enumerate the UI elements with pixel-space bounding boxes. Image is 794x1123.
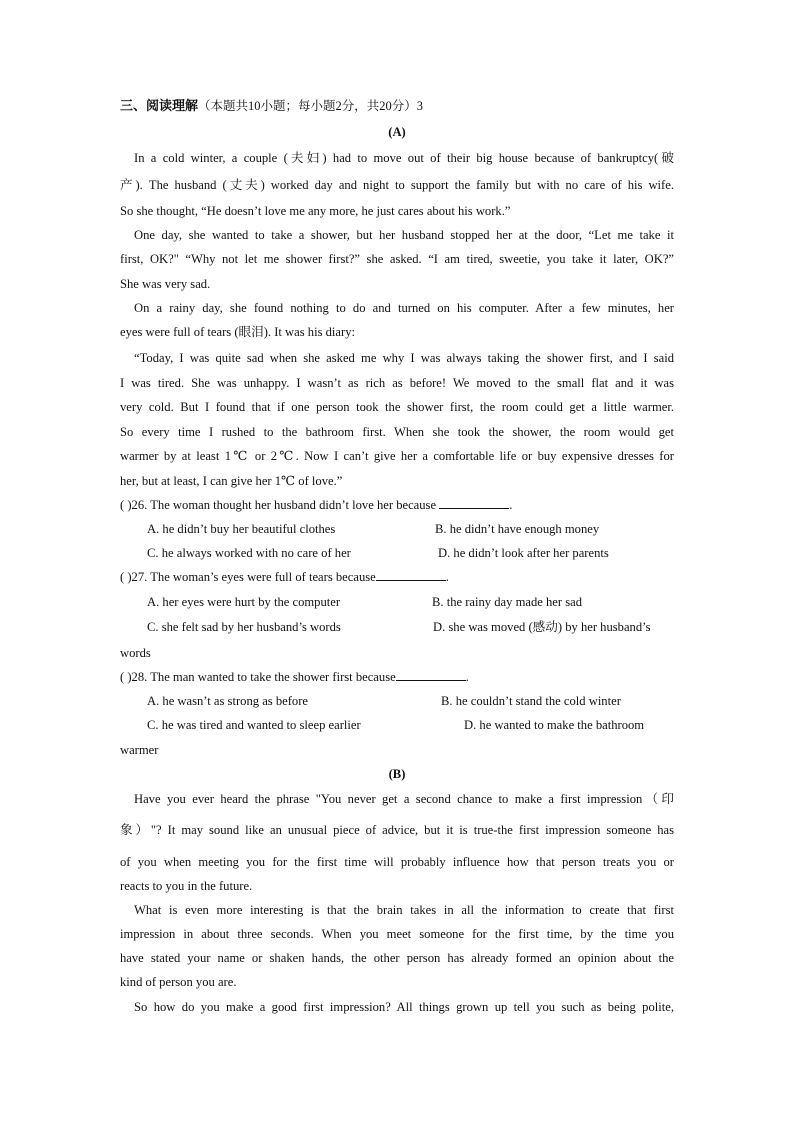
question-stem: ( )27. The woman’s eyes were full of tears because [120,570,376,584]
passage-line: So how do you make a good first impression? All things grown up tell you such as being polite, [134,1000,674,1014]
passage-line: her, but at least, I can give her 1℃ of love.” [120,474,343,488]
option-b: B. the rainy day made her sad [432,595,583,609]
option-c: C. she felt sad by her husband’s words [147,620,341,634]
option-c: C. he always worked with no care of her [147,546,351,560]
question-stem: ( )26. The woman thought her husband didn’t love her because [120,498,437,512]
option-d-wrap: words [120,646,151,660]
option-c: C. he was tired and wanted to sleep earlier [147,718,361,732]
question-end: . [509,498,513,512]
option-a: A. he wasn’t as strong as before [147,694,308,708]
answer-blank[interactable] [396,669,466,681]
section-title [120,98,674,115]
passage-line: reacts to you in the future. [120,879,253,893]
option-d: D. he wanted to make the bathroom [464,718,645,732]
question-28 [120,669,469,685]
section-title-bold: 三、阅读理解 [120,99,199,114]
passage-line: very cold. But I found that if one person took the shower first, the room could get a little warmer. [120,400,674,414]
passage-line: So she thought, “He doesn’t love me any more, he just cares about his work.” [120,204,511,218]
passage-line: first, OK?" “Why not let me shower first?” she asked. “I am tired, sweetie, you take it later, OK?” [120,252,674,266]
passage-a-heading: (A) [388,125,406,139]
section-title-note: （本题共10小题；每小题2分，共20分）3 [198,99,424,113]
option-d-wrap: warmer [120,743,159,757]
passage-line: One day, she wanted to take a shower, but her husband stopped her at the door, “Let me take it [134,228,674,242]
question-stem: ( )28. The man wanted to take the shower first because [120,670,396,684]
option-a: A. he didn’t buy her beautiful clothes [147,522,336,536]
passage-line: 象）"? It may sound like an unusual piece of advice, but it is true-the first impression someone has [120,823,674,837]
passage-b-heading: (B) [388,767,406,781]
question-27 [120,569,449,585]
passage-line: Have you ever heard the phrase "You never get a second chance to make a first impression（印 [134,792,674,806]
passage-line: What is even more interesting is that the brain takes in all the information to create that first [134,903,674,917]
passage-line: In a cold winter, a couple (夫妇) had to move out of their big house because of bankruptcy(破 [134,151,674,165]
passage-line: of you when meeting you for the first time will probably influence how that person treats you or [120,855,674,869]
passage-line: She was very sad. [120,277,211,291]
answer-blank[interactable] [376,569,446,581]
passage-line: have stated your name or shaken hands, the other person has already formed an opinion about the [120,951,674,965]
option-b: B. he couldn’t stand the cold winter [441,694,621,708]
passage-line: warmer by at least 1℃ or 2℃. Now I can’t give her a comfortable life or buy expensive dresses for [120,449,674,463]
question-26 [120,497,512,513]
passage-line: On a rainy day, she found nothing to do and turned on his computer. After a few minutes, her [134,301,674,315]
passage-line: impression in about three seconds. When you meet someone for the first time, by the time you [120,927,674,941]
option-b: B. he didn’t have enough money [435,522,600,536]
option-a: A. her eyes were hurt by the computer [147,595,341,609]
answer-blank[interactable] [439,497,509,509]
passage-line: “Today, I was quite sad when she asked me why I was always taking the shower first, and I said [134,351,674,365]
question-end: . [445,570,449,584]
passage-line: 产). The husband (丈夫) worked day and night to support the family but with no care of his wife. [120,178,674,192]
passage-line: eyes were full of tears (眼泪). It was his diary: [120,325,356,339]
question-end: . [465,670,469,684]
option-d: D. he didn’t look after her parents [438,546,609,560]
passage-line: I was tired. She was unhappy. I wasn’t as rich as before! We moved to the small flat and it was [120,376,674,390]
option-d: D. she was moved (感动) by her husband’s [433,620,651,634]
passage-line: kind of person you are. [120,975,237,989]
passage-line: So every time I rushed to the bathroom first. When she took the shower, the room would get [120,425,674,439]
